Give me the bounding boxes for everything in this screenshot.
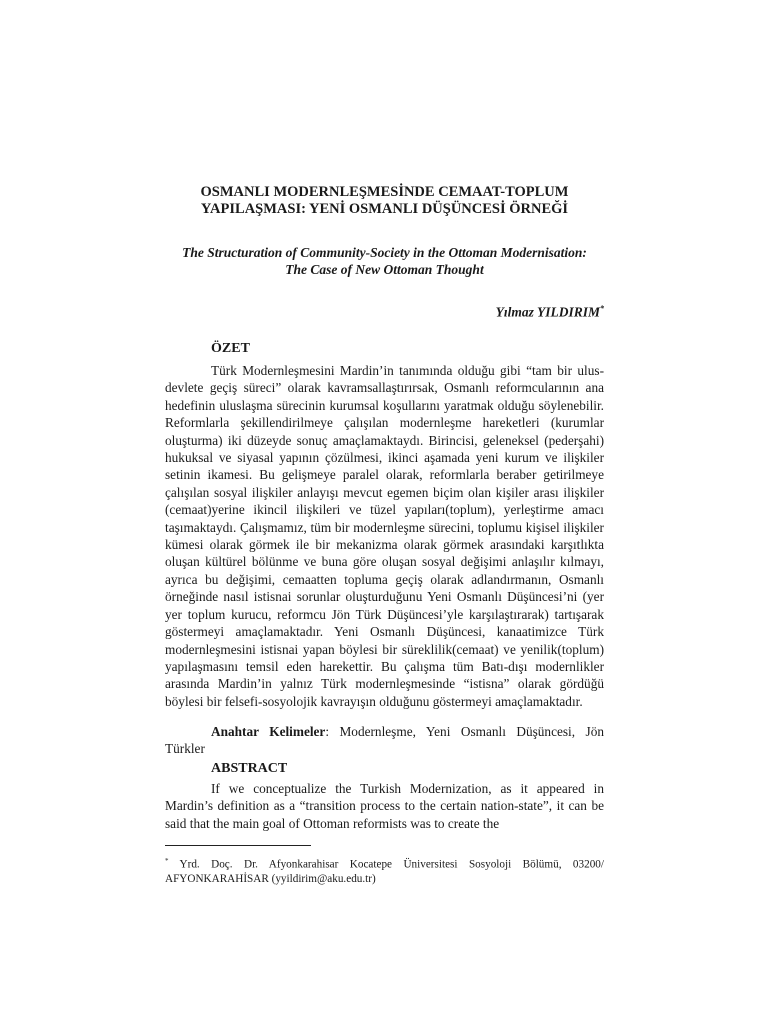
ozet-paragraph: [165, 362, 604, 710]
abstract-heading: ABSTRACT: [211, 761, 288, 776]
title-line-1: OSMANLI MODERNLEŞMESİNDE CEMAAT-TOPLUM: [200, 184, 569, 200]
keywords-label: Anahtar Kelimeler: [211, 724, 326, 739]
ozet-heading: ÖZET: [211, 341, 250, 356]
keywords-paragraph: [165, 723, 604, 758]
subtitle-line-2: The Case of New Ottoman Thought: [285, 262, 484, 277]
footnote-text: Yrd. Doç. Dr. Afyonkarahisar Kocatepe Üniversitesi Sosyoloji Bölümü, 03200/ AFYONKARAHİSAR (yyildirim@aku.edu.tr): [165, 858, 604, 886]
footnote-separator: [165, 845, 311, 846]
footnote: [165, 854, 604, 887]
abstract-paragraph: [165, 780, 604, 832]
author-name: [496, 304, 604, 321]
author-text: Yılmaz YILDIRIM: [495, 304, 600, 320]
paper-subtitle-english: [165, 244, 604, 278]
paper-page: [165, 0, 604, 1024]
abstract-text: If we conceptualize the Turkish Modernization, as it appeared in Mardin’s definition as a “transition process to the certain nation-state”, it can be said that the main goal of Ottoman reformists was to create the: [165, 781, 604, 831]
subtitle-line-1: The Structuration of Community-Society in the Ottoman Modernisation:: [182, 245, 587, 260]
title-line-2: YAPILAŞMASI: YENİ OSMANLI DÜŞÜNCESİ ÖRNEĞİ: [200, 201, 569, 217]
keywords-text: : Modernleşme, Yeni Osmanlı Düşüncesi, Jön Türkler: [165, 724, 604, 757]
footnote-mark: *: [165, 857, 169, 865]
author-footnote-mark: *: [600, 304, 604, 313]
paper-title: [165, 184, 604, 218]
ozet-text: Türk Modernleşmesini Mardin’in tanımında olduğu gibi “tam bir ulus-devlete geçiş süreci” olarak kavramsallaştırırsak, Osmanlı reformcularının ana hedefinin uluslaşma sürecinin kurumsal koşullarını yaratmak olduğu söylenebilir. Reformlarla şekillendirilmeye çalışılan modernleşme hareketleri (kurumlar oluşturma) iki düzeyde sonuç amaçlamaktaydı. Birincisi, geleneksel (pederşahi) hukuksal ve siyasal yapının çözülmesi, ikinci aşamada yeni kurum ve ilişkiler setinin ikamesi. Bu gelişmeye paralel olarak, reformlarla beraber getirilmeye çalışılan sosyal ilişkiler anlayışı mevcut egemen biçim olan kişiler arası ilişkiler (cemaat)yerine ikincil ilişkileri ve tüzel yapıları(toplum), yerleştirme amacı taşımaktaydı. Çalışmamız, tüm bir modernleşme sürecini, toplumu kişisel ilişkiler kümesi olarak görmek ile bir mekanizma olarak görmek arasındaki karşıtlıkta oluşan kültürel bölünme ve buna göre oluşan sosyal değişimi anlaşılır kılmayı, ayrıca bu değişimi, cemaatten topluma geçiş olarak adlandırmanın, Osmanlı örneğinde nasıl istisnai sorunlar oluşturduğunu Yeni Osmanlı Düşüncesi’ni (yer yer toplum kurucu, reformcu Jön Türk Düşüncesi’yle karşılaştırarak) tartışarak göstermeyi amaçlamaktadır. Yeni Osmanlı Düşüncesi, kanaatimizce Türk modernleşmesini istisnai yapan böylesi bir süreklilik(cemaat) ve yenilik(toplum) yapılaşmasını temsil eden harekettir. Bu çalışma tüm Batı-dışı modernlikler arasında Mardin’in yalnız Türk modernleşmesinde “istisna” olarak gördüğü böylesi bir felsefi-sosyolojik kavrayışın olduğunu göstermeyi amaçlamaktadır.: [165, 363, 604, 709]
